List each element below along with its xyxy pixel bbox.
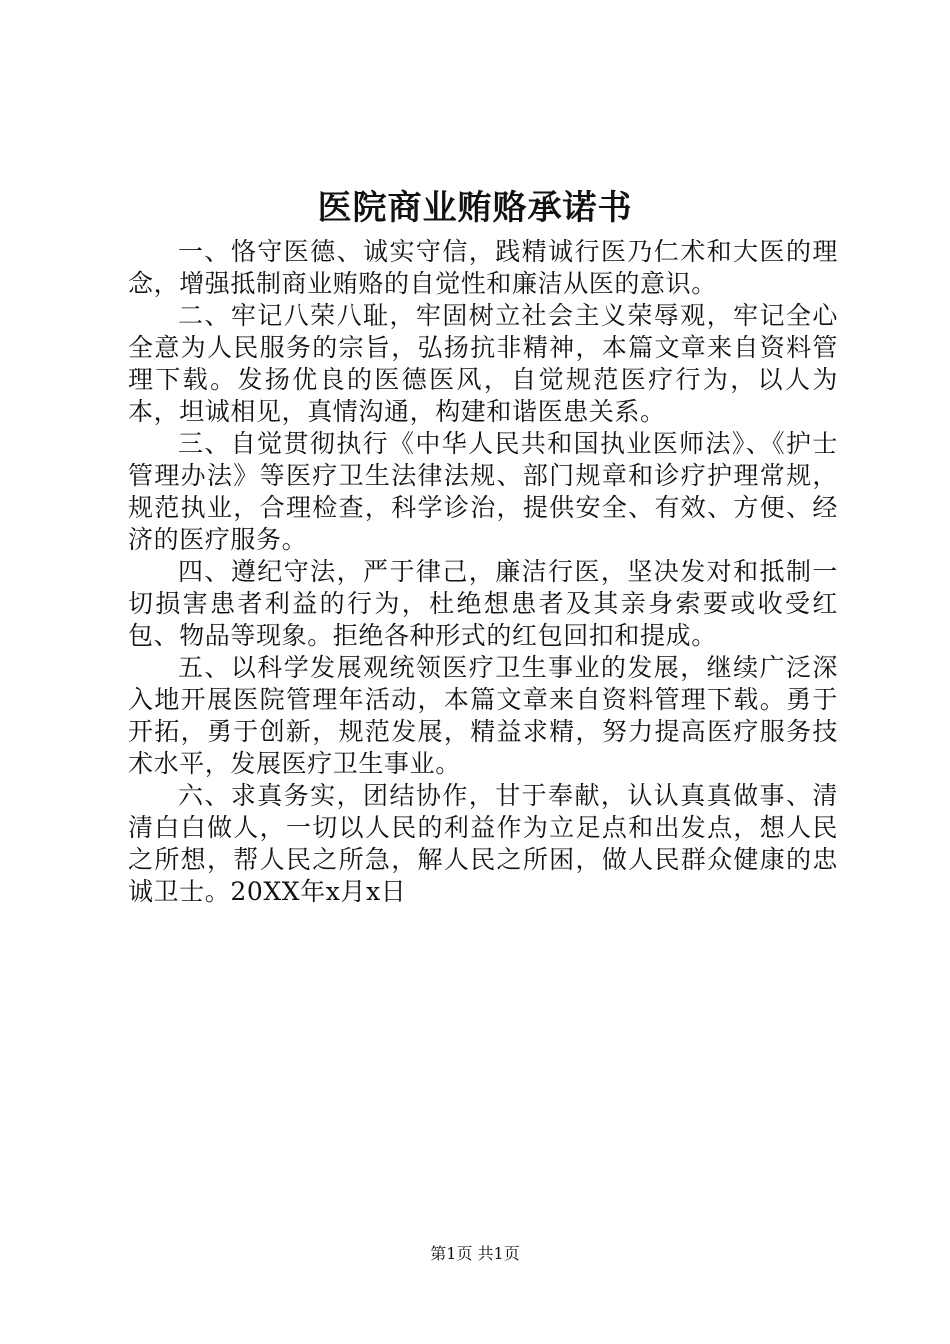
page-number-footer: 第1页 共1页 [430,1244,520,1263]
paragraph-3: 三、自觉贯彻执行《中华人民共和国执业医师法》、《护士管理办法》等医疗卫生法律法规、部门规章和诊疗护理常规，规范执业，合理检查，科学诊治，提供安全、有效、方便、经济的医疗服务。 [128,429,838,554]
paragraph-4: 四、遵纪守法，严于律己，廉洁行医，坚决发对和抵制一切损害患者利益的行为，杜绝想患者及其亲身索要或收受红包、物品等现象。拒绝各种形式的红包回扣和提成。 [128,557,838,650]
paragraph-1: 一、恪守医德、诚实守信，践精诚行医乃仁术和大医的理念，增强抵制商业贿赂的自觉性和廉洁从医的意识。 [128,237,838,298]
paragraph-2: 二、牢记八荣八耻，牢固树立社会主义荣辱观，牢记全心全意为人民服务的宗旨，弘扬抗非精神，本篇文章来自资料管理下载。发扬优良的医德医风，自觉规范医疗行为，以人为本，坦诚相见，真情沟通，构建和谐医患关系。 [128,301,838,426]
document-body [128,236,838,908]
document-title: 医院商业贿赂承诺书 [317,188,633,228]
paragraph-5: 五、以科学发展观统领医疗卫生事业的发展，继续广泛深入地开展医院管理年活动，本篇文章来自资料管理下载。勇于开拓，勇于创新，规范发展，精益求精，努力提高医疗服务技术水平，发展医疗卫生事业。 [128,653,838,778]
paragraph-6: 六、求真务实，团结协作，甘于奉献，认认真真做事、清清白白做人，一切以人民的利益作为立足点和出发点，想人民之所想，帮人民之所急，解人民之所困，做人民群众健康的忠诚卫士。20XX年x月x日 [128,781,838,906]
